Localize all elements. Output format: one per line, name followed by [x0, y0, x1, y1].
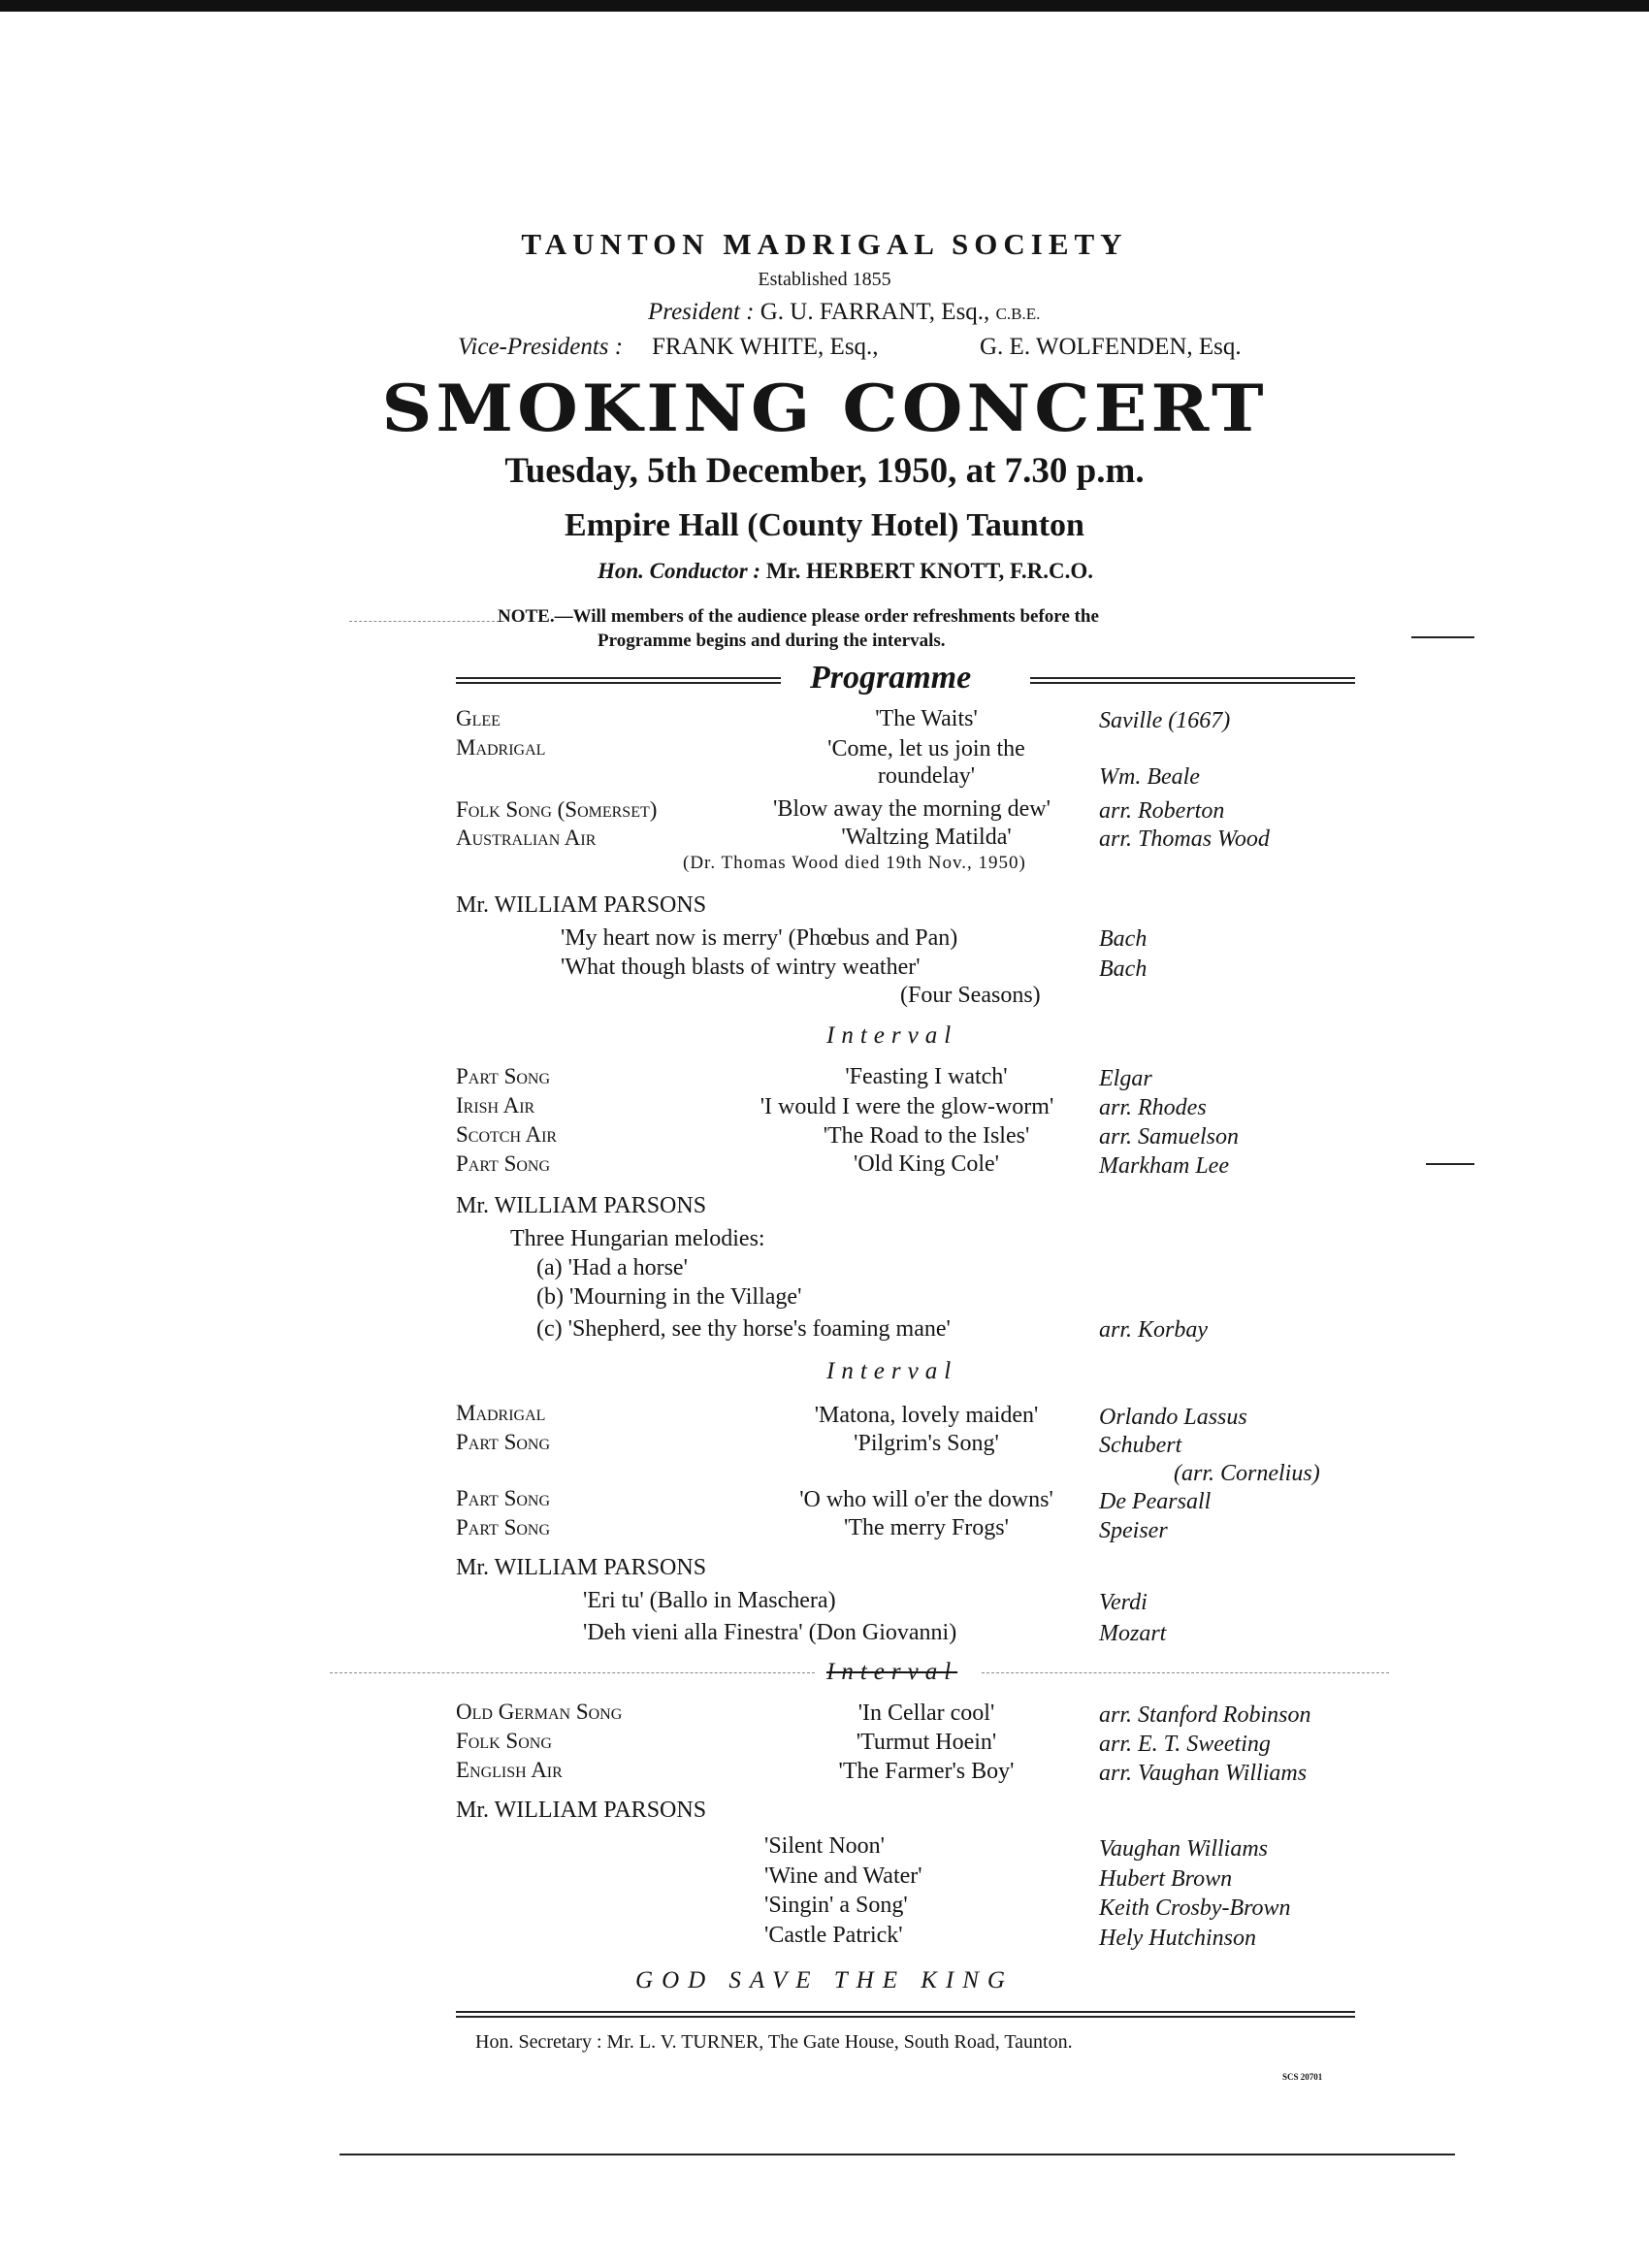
- programme-title: Programme: [810, 660, 972, 696]
- item-title: 'I would I were the glow-worm': [760, 1094, 1054, 1119]
- solo-title: 'Singin' a Song': [764, 1893, 908, 1918]
- item-type: Glee: [456, 706, 501, 730]
- established-line: Established 1855: [758, 269, 891, 290]
- item-title: 'Matona, lovely maiden': [814, 1403, 1039, 1428]
- item-title: 'Blow away the morning dew': [773, 796, 1051, 822]
- item-type: Part Song: [456, 1151, 551, 1176]
- item-composer: Speiser: [1099, 1518, 1168, 1543]
- soloist-name: Mr. WILLIAM PARSONS: [456, 1798, 707, 1823]
- item-type: Australian Air: [456, 826, 597, 850]
- item-composer: arr. E. T. Sweeting: [1099, 1732, 1271, 1757]
- note-line-2: Programme begins and during the intervals.: [598, 631, 946, 651]
- vice-president-2: G. E. WOLFENDEN, Esq.: [980, 334, 1242, 360]
- item-title: 'O who will o'er the downs': [799, 1487, 1053, 1512]
- scan-mark-left: [349, 621, 504, 622]
- solo-composer: arr. Korbay: [1099, 1317, 1209, 1343]
- item-composer: Elgar: [1099, 1066, 1152, 1091]
- item-composer: arr. Samuelson: [1099, 1124, 1240, 1150]
- programme-rule-right: [1030, 677, 1355, 684]
- scan-mark-right: [1426, 1163, 1474, 1165]
- item-composer: arr. Thomas Wood: [1099, 826, 1270, 852]
- solo-title: (b) 'Mourning in the Village': [536, 1284, 802, 1310]
- event-title: SMOKING CONCERT: [381, 370, 1268, 446]
- item-type: Part Song: [456, 1430, 551, 1454]
- item-composer: Wm. Beale: [1099, 764, 1200, 790]
- solo-title: (Four Seasons): [900, 983, 1041, 1008]
- item-type: Part Song: [456, 1515, 551, 1539]
- item-composer: arr. Vaughan Williams: [1099, 1761, 1308, 1786]
- item-title: roundelay': [877, 763, 976, 789]
- item-title: 'The merry Frogs': [844, 1515, 1009, 1540]
- item-title: 'Old King Cole': [854, 1151, 999, 1177]
- item-title: 'Come, let us join the: [827, 736, 1025, 761]
- item-title: 'Pilgrim's Song': [854, 1431, 999, 1456]
- solo-intro: Three Hungarian melodies:: [510, 1226, 765, 1251]
- footer-rule: [456, 2011, 1355, 2018]
- president-honours: C.B.E.: [995, 305, 1041, 323]
- item-composer: De Pearsall: [1099, 1489, 1212, 1514]
- conductor-name: Mr. HERBERT KNOTT, F.R.C.O.: [765, 559, 1094, 583]
- event-date: Tuesday, 5th December, 1950, at 7.30 p.m.: [504, 451, 1145, 491]
- society-name: TAUNTON MADRIGAL SOCIETY: [521, 227, 1128, 261]
- item-type: Old German Song: [456, 1700, 623, 1724]
- item-composer: arr. Stanford Robinson: [1099, 1702, 1311, 1728]
- soloist-name: Mr. WILLIAM PARSONS: [456, 1555, 707, 1580]
- item-title: 'The Road to the Isles': [823, 1123, 1030, 1149]
- president-line: [648, 299, 1040, 326]
- scan-mark-left: [330, 1672, 815, 1673]
- conductor-label: Hon. Conductor :: [598, 559, 761, 583]
- vice-president-1: FRANK WHITE, Esq.,: [652, 334, 879, 360]
- interval-heading: Interval: [826, 1022, 958, 1049]
- interval-heading: Interval: [826, 1659, 958, 1685]
- memorial-note: (Dr. Thomas Wood died 19th Nov., 1950): [683, 853, 1026, 873]
- conductor-line: [598, 559, 1093, 584]
- scan-mark-right: [982, 1672, 1389, 1673]
- item-type: Irish Air: [456, 1093, 535, 1118]
- anthem-line: GOD SAVE THE KING: [635, 1967, 1014, 1993]
- item-type: Madrigal: [456, 1401, 546, 1425]
- item-title: 'Waltzing Matilda': [841, 825, 1012, 850]
- scan-top-edge: [0, 0, 1649, 12]
- soloist-name: Mr. WILLIAM PARSONS: [456, 892, 707, 918]
- secretary-line: Hon. Secretary : Mr. L. V. TURNER, The Gate House, South Road, Taunton.: [475, 2031, 1073, 2053]
- solo-title: 'Silent Noon': [764, 1833, 885, 1859]
- item-title: 'In Cellar cool': [857, 1701, 995, 1726]
- item-title: 'Feasting I watch': [845, 1064, 1008, 1089]
- solo-title: 'My heart now is merry' (Phœbus and Pan): [561, 925, 958, 951]
- item-title: 'The Farmer's Boy': [838, 1759, 1015, 1784]
- solo-composer: Bach: [1099, 956, 1148, 982]
- solo-title: (a) 'Had a horse': [536, 1255, 688, 1280]
- scan-bottom-line: [340, 2154, 1455, 2155]
- note-line-1: NOTE.—Will members of the audience please order refreshments before the: [498, 606, 1099, 627]
- item-title: 'The Waits': [875, 706, 978, 731]
- interval-heading: Interval: [826, 1358, 958, 1384]
- solo-title: 'Deh vieni alla Finestra' (Don Giovanni): [583, 1620, 957, 1645]
- item-composer: arr. Rhodes: [1099, 1095, 1207, 1120]
- solo-title: 'What though blasts of wintry weather': [561, 955, 921, 980]
- solo-composer: Bach: [1099, 926, 1148, 952]
- solo-composer: Hely Hutchinson: [1099, 1926, 1256, 1951]
- president-label: President :: [648, 299, 755, 325]
- item-composer: Markham Lee: [1099, 1153, 1229, 1179]
- solo-composer: Vaughan Williams: [1099, 1836, 1269, 1862]
- scan-mark-right: [1411, 636, 1474, 638]
- president-name: G. U. FARRANT, Esq.,: [760, 299, 990, 325]
- item-type: Madrigal: [456, 735, 546, 760]
- item-type: Part Song: [456, 1486, 551, 1510]
- item-type: Scotch Air: [456, 1122, 558, 1147]
- item-type: English Air: [456, 1758, 563, 1782]
- printer-code: SCS 20701: [1282, 2072, 1323, 2082]
- item-composer: (arr. Cornelius): [1174, 1461, 1320, 1486]
- item-type: Folk Song (Somerset): [456, 797, 658, 822]
- solo-composer: Verdi: [1099, 1590, 1148, 1615]
- event-venue: Empire Hall (County Hotel) Taunton: [565, 507, 1084, 543]
- vice-presidents-label: Vice-Presidents :: [458, 334, 624, 360]
- item-composer: Schubert: [1099, 1433, 1182, 1458]
- item-type: Folk Song: [456, 1729, 552, 1753]
- programme-rule-left: [456, 677, 781, 684]
- item-type: Part Song: [456, 1064, 551, 1088]
- soloist-name: Mr. WILLIAM PARSONS: [456, 1193, 707, 1218]
- solo-title: (c) 'Shepherd, see thy horse's foaming mane': [536, 1316, 951, 1342]
- solo-composer: Hubert Brown: [1099, 1866, 1233, 1892]
- solo-composer: Keith Crosby-Brown: [1099, 1895, 1291, 1921]
- solo-title: 'Castle Patrick': [764, 1923, 903, 1948]
- item-composer: Orlando Lassus: [1099, 1405, 1247, 1430]
- item-composer: Saville (1667): [1099, 708, 1231, 733]
- solo-composer: Mozart: [1099, 1621, 1167, 1646]
- item-composer: arr. Roberton: [1099, 798, 1225, 824]
- item-title: 'Turmut Hoein': [856, 1730, 997, 1755]
- solo-title: 'Eri tu' (Ballo in Maschera): [583, 1588, 836, 1613]
- solo-title: 'Wine and Water': [764, 1863, 922, 1889]
